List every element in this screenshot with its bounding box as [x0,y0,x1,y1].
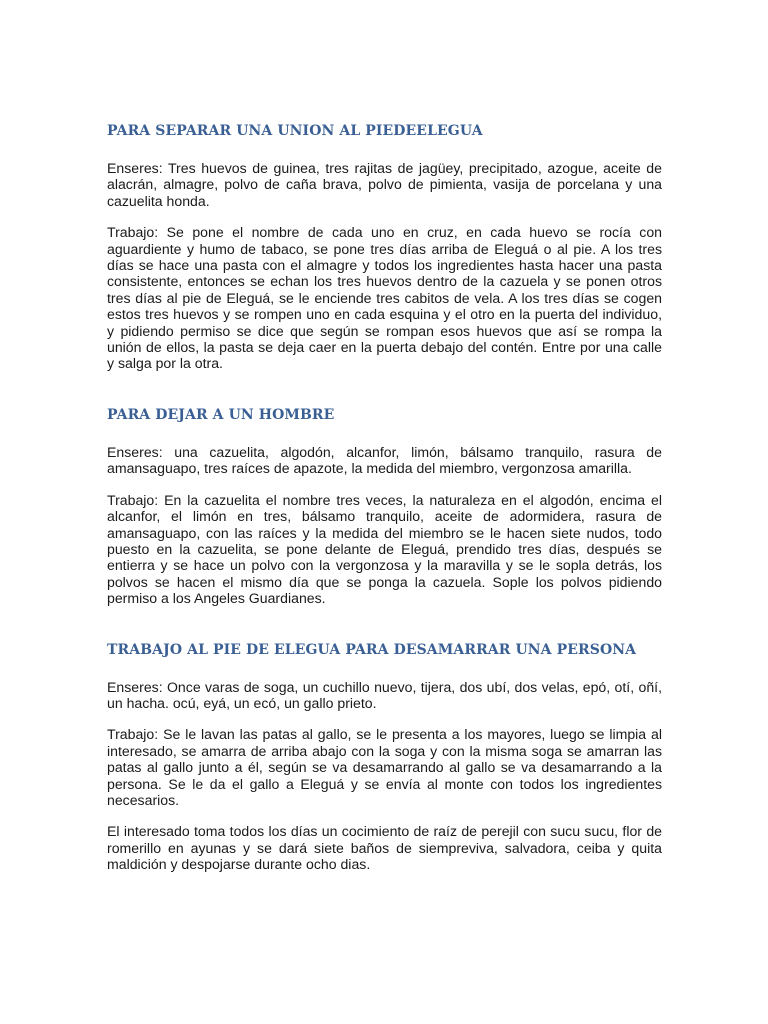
section-heading: PARA SEPARAR UNA UNION AL PIEDEELEGUA [107,123,483,139]
paragraph-enseres: Enseres: Once varas de soga, un cuchillo nuevo, tijera, dos ubí, dos velas, epó, otí, oñí, un hacha. ocú, eyá, un ecó, un gallo prieto. [107,678,662,711]
section-heading: TRABAJO AL PIE DE ELEGUA PARA DESAMARRAR UNA PERSONA [107,641,637,658]
paragraph-trabajo: Trabajo: Se pone el nombre de cada uno en cruz, en cada huevo se rocía con aguardiente y humo de tabaco, se pone tres días arriba de Eleguá o al pie. A los tres días se hace una pasta con el almagre y todos los ingredientes hasta hacer una pasta consistente, entonces se echan los tres huevos dentro de la cazuela y se ponen otros tres días al pie de Eleguá, se le enciende tres cabitos de vela. A los tres días se cogen estos tres huevos y se rompen uno en cada esquina y el otro en la puerta del individuo, y pidiendo permiso se dice que según se rompan esos huevos que así se rompa la unión de ellos, la pasta se deja caer en la puerta debajo del contén. Entre por una calle y salga por la otra. [107,224,662,372]
paragraph-instrucciones: El interesado toma todos los días un cocimiento de raíz de perejil con sucu sucu, flor de romerillo en ayunas y se dará siete baños de siempreviva, salvadora, ceiba y quita maldición y despojarse durante ocho dias. [107,823,662,873]
paragraph-enseres: Enseres: una cazuelita, algodón, alcanfor, limón, bálsamo tranquilo, rasura de amansaguapo, tres raíces de apazote, la medida del miembro, vergonzosa amarilla. [107,443,662,477]
section-desamarrar-persona [107,640,662,873]
paragraph-trabajo: Trabajo: Se le lavan las patas al gallo, se le presenta a los mayores, luego se limpia al interesado, se amarra de arriba abajo con la soga y con la misma soga se amarran las patas al gallo junto a él, según se va desamarrando al gallo se va desamarrando a la persona. Se le da el gallo a Eleguá y se envía al monte con todos los ingredientes necesarios. [107,726,662,808]
document-page [107,121,662,888]
paragraph-trabajo: Trabajo: En la cazuelita el nombre tres veces, la naturaleza en el algodón, encima el alcanfor, el limón en tres, bálsamo tranquilo, aceite de adormidera, rasura de amansaguapo, con las raíces y la medida del miembro se le hacen siete nudos, todo puesto en la cazuelita, se pone delante de Eleguá, prendido tres días, después se entierra y se hace un polvo con la vergonzosa y la maravilla y se le sopla detrás, los polvos se hacen el mismo día que se ponga la cazuela. Sople los polvos pidiendo permiso a los Angeles Guardianes. [107,491,662,607]
section-heading: PARA DEJAR A UN HOMBRE [107,406,335,423]
section-dejar-hombre [107,405,662,607]
paragraph-enseres: Enseres: Tres huevos de guinea, tres rajitas de jagüey, precipitado, azogue, aceite de alacrán, almagre, polvo de caña brava, polvo de pimienta, vasija de porcelana y una cazuelita honda. [107,160,662,209]
section-separar-union [107,121,662,372]
